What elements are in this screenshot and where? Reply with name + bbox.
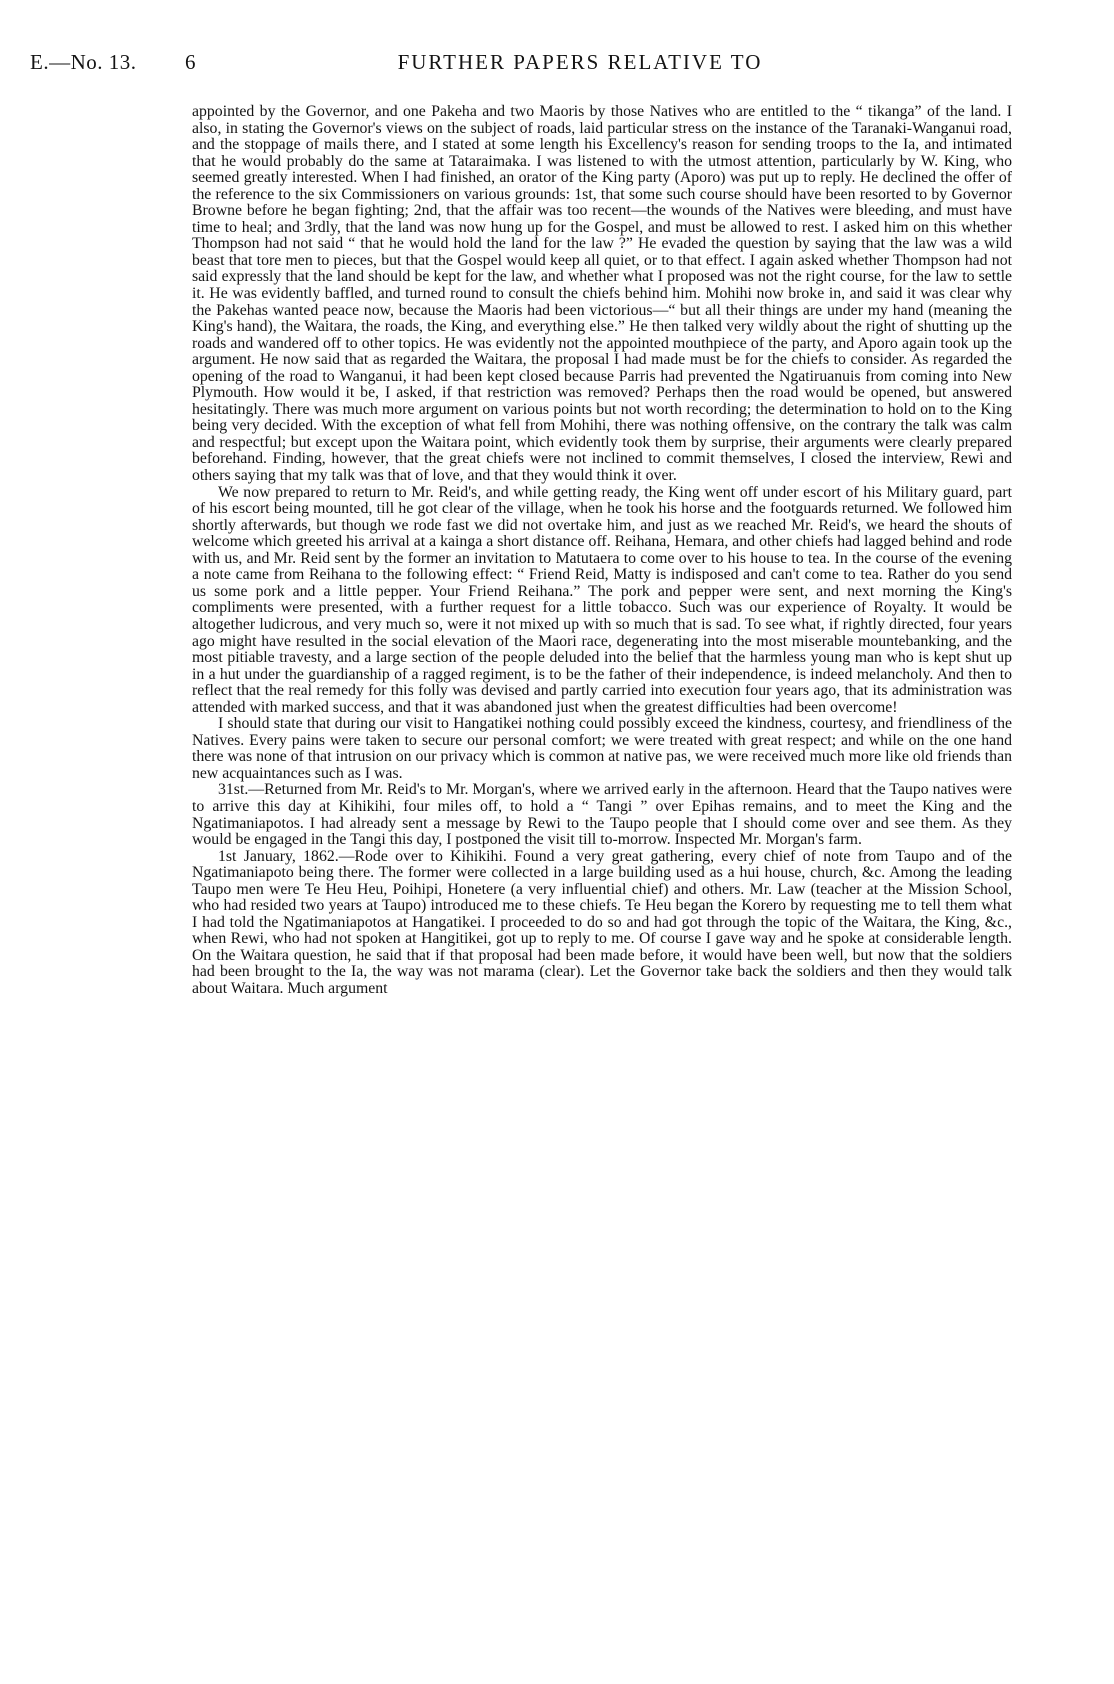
paragraph: I should state that during our visit to Hangatikei nothing could possibly exceed the kindness, courtesy, and friendliness of the Natives. Every pains were taken to secure our personal comfort; we were treated with great respect; and while on the one hand there was none of that intrusion on our privacy which is common at native pas, we were received much more like old friends than new acquaintances such as I was. bbox=[192, 715, 1012, 782]
paragraph: appointed by the Governor, and one Pakeha and two Maoris by those Natives who are entitled to the “ tikanga” of the land. I also, in stating the Governor's views on the subject of roads, laid particular stress on the instance of the Taranaki-Wanganui road, and the stoppage of mails there, and I stated at some length his Excellency's reason for sending troops to the Ia, and intimated that he would probably do the same at Tataraimaka. I was listened to with the utmost attention, particularly by W. King, who seemed greatly interested. When I had finished, an orator of the King party (Aporo) was put up to reply. He declined the offer of the reference to the six Commissioners on various grounds: 1st, that some such course should have been resorted to by Governor Browne before he began fighting; 2nd, that the affair was too recent—the wounds of the Natives were bleeding, and must have time to heal; and 3rdly, that the land was now hung up for the Gospel, and must be allowed to rest. I asked him on this whether Thompson had not said “ that he would hold the land for the law ?” He evaded the question by saying that the law was a wild beast that tore men to pieces, but that the Gospel would keep all quiet, or to that effect. I again asked whether Thompson had not said expressly that the land should be kept for the law, and whether what I proposed was not the right course, for the law to settle it. He was evidently baffled, and turned round to consult the chiefs behind him. Mohihi now broke in, and said it was clear why the Pakehas wanted peace now, because the Maoris had been victorious—“ but all their things are under my hand (meaning the King's hand), the Waitara, the roads, the King, and everything else.” He then talked very wildly about the right of shutting up the roads and wandered off to other topics. He was evidently not the appointed mouthpiece of the party, and Aporo again took up the argument. He now said that as regarded the Waitara, the proposal I had made must be for the chiefs to consider. As regarded the opening of the road to Wanganui, it had been kept closed because Parris had prevented the Ngatiruanuis from coming into New Plymouth. How would it be, I asked, if that restriction was removed? Perhaps then the road would be opened, but answered hesitatingly. There was much more argument on various points but not worth recording; the determination to hold on to the King being very decided. With the exception of what fell from Mohihi, there was nothing offensive, on the contrary the talk was calm and respectful; but except upon the Waitara point, which evidently took them by surprise, their arguments were clearly prepared beforehand. Finding, however, that the great chiefs were not inclined to commit themselves, I closed the interview, Rewi and others saying that my talk was that of love, and that they would think it over. bbox=[192, 103, 1012, 485]
paragraph: We now prepared to return to Mr. Reid's, and while getting ready, the King went off under escort of his Military guard, part of his escort being mounted, till he got clear of the village, when he took his horse and the footguards returned. We followed him shortly afterwards, but though we rode fast we did not overtake him, and just as we reached Mr. Reid's, we heard the shouts of welcome which greeted his arrival at a kainga a short distance off. Reihana, Hemara, and other chiefs had lagged behind and rode with us, and Mr. Reid sent by the former an invitation to Matutaera to come over to his house to tea. In the course of the evening a note came from Reihana to the following effect: “ Friend Reid, Matty is indisposed and can't come to tea. Rather do you send us some pork and a little pepper. Your Friend Reihana.” The pork and pepper were sent, and next morning the King's compliments were presented, with a further request for a little tobacco. Such was our experience of Royalty. It would be altogether ludicrous, and very much so, were it not mixed up with so much that is sad. To see what, if rightly directed, four years ago might have resulted in the social elevation of the Maori race, degenerating into the most miserable mountebanking, and the most pitiable travesty, and a large section of the people deluded into the belief that the harmless young man who is kept shut up in a hut under the guardianship of a ragged regiment, is to be the father of their independence, is indeed melancholy. And then to reflect that the real remedy for this folly was devised and partly carried into execution four years ago, that its administration was attended with marked success, and that it was abandoned just when the greatest difficulties had been overcome! bbox=[192, 483, 1012, 716]
document-reference: E.—No. 13. bbox=[30, 50, 137, 74]
page-number: 6 bbox=[185, 50, 196, 74]
page-header bbox=[30, 50, 1070, 84]
paragraph: 31st.—Returned from Mr. Reid's to Mr. Morgan's, where we arrived early in the afternoon. Heard that the Taupo natives were to arrive this day at Kihikihi, four miles off, to hold a “ Tangi ” over Epihas remains, and to meet the King and the Ngatimaniapotos. I had already sent a message by Rewi to the Taupo people that I should come over and see them. As they would be engaged in the Tangi this day, I postponed the visit till to-morrow. Inspected Mr. Morgan's farm. bbox=[192, 781, 1012, 849]
paragraph: 1st January, 1862.—Rode over to Kihikihi. Found a very great gathering, every chief of note from Taupo and of the Ngatimaniapoto being there. The former were collected in a large building used as a hui house, church, &c. Among the leading Taupo men were Te Heu Heu, Poihipi, Honetere (a very influential chief) and others. Mr. Law (teacher at the Mission School, who had resided two years at Taupo) introduced me to these chiefs. Te Heu began the Korero by requesting me to tell them what I had told the Ngatimaniapotos at Hangatikei. I proceeded to do so and had got through the topic of the Waitara, the King, &c., when Rewi, who had not spoken at Hangitikei, got up to reply to me. Of course I gave way and he spoke at considerable length. On the Waitara question, he said that if that proposal had been made before, it would have been well, but now that the soldiers had been brought to the Ia, the way was not marama (clear). Let the Governor take back the soldiers and then they would talk about Waitara. Much argument bbox=[192, 847, 1012, 997]
body-text bbox=[192, 104, 1012, 998]
running-title: FURTHER PAPERS RELATIVE TO bbox=[397, 50, 763, 74]
